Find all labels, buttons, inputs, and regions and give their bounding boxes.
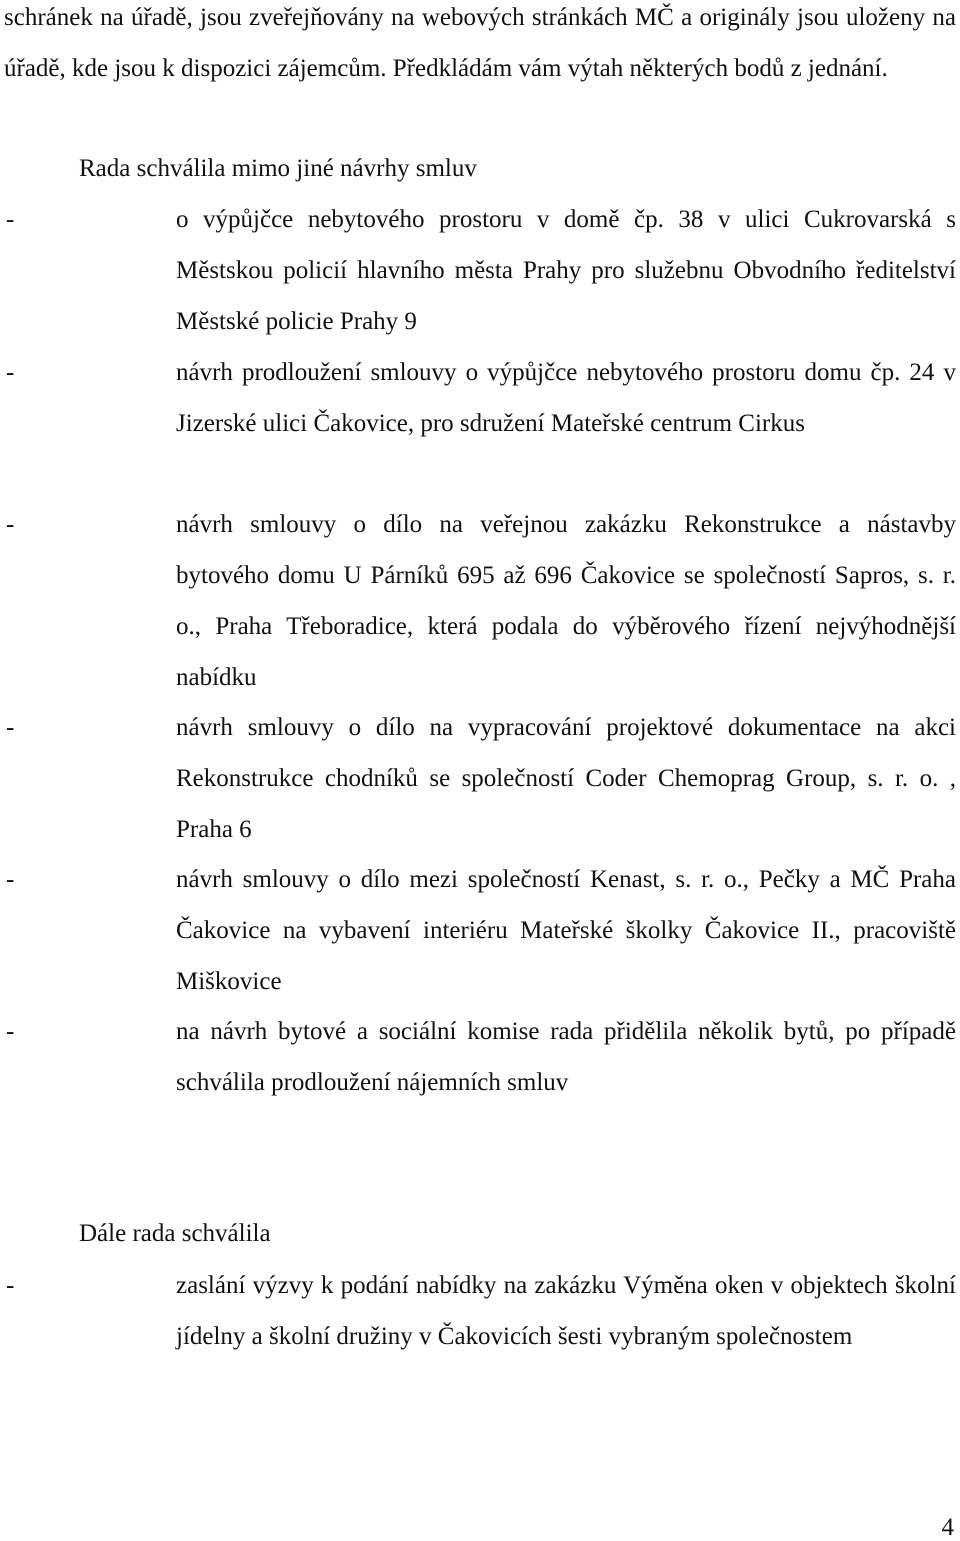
section-heading-council-approved: Rada schválila mimo jiné návrhy smluv bbox=[79, 155, 477, 182]
list-dash: - bbox=[6, 511, 15, 538]
list-dash: - bbox=[6, 1018, 15, 1045]
list-item-text: návrh smlouvy o dílo mezi společností Kenast, s. r. o., Pečky a MČ Praha Čakovice na vybavení interiéru Mateřské školky Čakovice II., pracoviště Miškovice bbox=[176, 866, 956, 995]
intro-paragraph: schránek na úřadě, jsou zveřejňovány na webových stránkách MČ a originály jsou uloženy na úřadě, kde jsou k dispozici zájemcům. Předkládám vám výtah některých bodů z jednání. bbox=[4, 4, 956, 82]
list-item-text: na návrh bytové a sociální komise rada přidělila několik bytů, po případě schválila prodloužení nájemních smluv bbox=[176, 1018, 956, 1096]
page-number: 4 bbox=[941, 1514, 954, 1541]
list-item-text: o výpůjčce nebytového prostoru v domě čp. 38 v ulici Cukrovarská s Městskou policií hlavního města Prahy pro služebnu Obvodního ředitelství Městské policie Prahy 9 bbox=[176, 206, 956, 335]
list-item-text: návrh prodloužení smlouvy o výpůjčce nebytového prostoru domu čp. 24 v Jizerské ulici Čakovice, pro sdružení Mateřské centrum Cirkus bbox=[176, 359, 956, 437]
list-dash: - bbox=[6, 359, 15, 386]
section-heading-council-further-approved: Dále rada schválila bbox=[79, 1220, 271, 1247]
list-dash: - bbox=[6, 1272, 15, 1299]
list-item-text: návrh smlouvy o dílo na veřejnou zakázku Rekonstrukce a nástavby bytového domu U Párníků 695 až 696 Čakovice se společností Sapros, s. r. o., Praha Třeboradice, která podala do výběrového řízení nejvýhodnější nabídku bbox=[176, 511, 956, 691]
list-dash: - bbox=[6, 866, 15, 893]
list-item-text: návrh smlouvy o dílo na vypracování projektové dokumentace na akci Rekonstrukce chodníků se společností Coder Chemoprag Group, s. r. o. , Praha 6 bbox=[176, 714, 956, 843]
list-item-text: zaslání výzvy k podání nabídky na zakázku Výměna oken v objektech školní jídelny a školní družiny v Čakovicích šesti vybraným společnostem bbox=[176, 1272, 956, 1350]
list-dash: - bbox=[6, 206, 15, 233]
list-dash: - bbox=[6, 714, 15, 741]
